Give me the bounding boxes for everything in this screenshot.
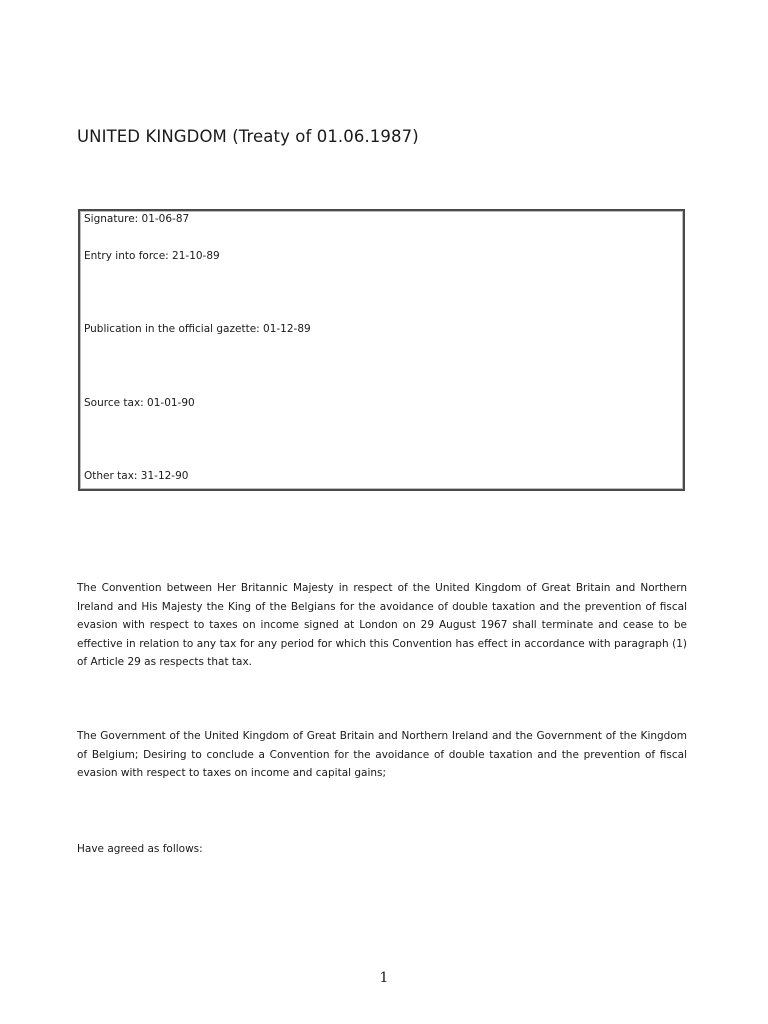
source-tax-date: Source tax: 01-01-90 — [84, 397, 195, 409]
page-number: 1 — [379, 970, 389, 986]
paragraph-convention-termination: The Convention between Her Britannic Majesty in respect of the United Kingdom of Great Britain and Northern Ireland and His Majesty the King of the Belgians for the avoidance of double taxation and the prevention of fiscal evasion with respect to taxes on income signed at London on 29 August 1967 shall terminate and cease to be effective in relation to any tax for any period for which this Convention has effect in accordance with paragraph (1) of Article 29 as respects that tax. — [77, 582, 687, 668]
paragraph-preamble: The Government of the United Kingdom of Great Britain and Northern Ireland and the Government of the Kingdom of Belgium; Desiring to conclude a Convention for the avoidance of double taxation and the prevention of fiscal evasion with respect to taxes on income and capital gains; — [77, 730, 687, 779]
page-title: UNITED KINGDOM (Treaty of 01.06.1987) — [77, 127, 419, 146]
other-tax-date: Other tax: 31-12-90 — [84, 470, 189, 482]
paragraph-agreed: Have agreed as follows: — [77, 843, 203, 855]
signature-date: Signature: 01-06-87 — [84, 213, 190, 225]
entry-into-force-date: Entry into force: 21-10-89 — [84, 250, 220, 262]
publication-date: Publication in the official gazette: 01-12-89 — [84, 323, 311, 335]
treaty-dates-box — [78, 209, 685, 491]
